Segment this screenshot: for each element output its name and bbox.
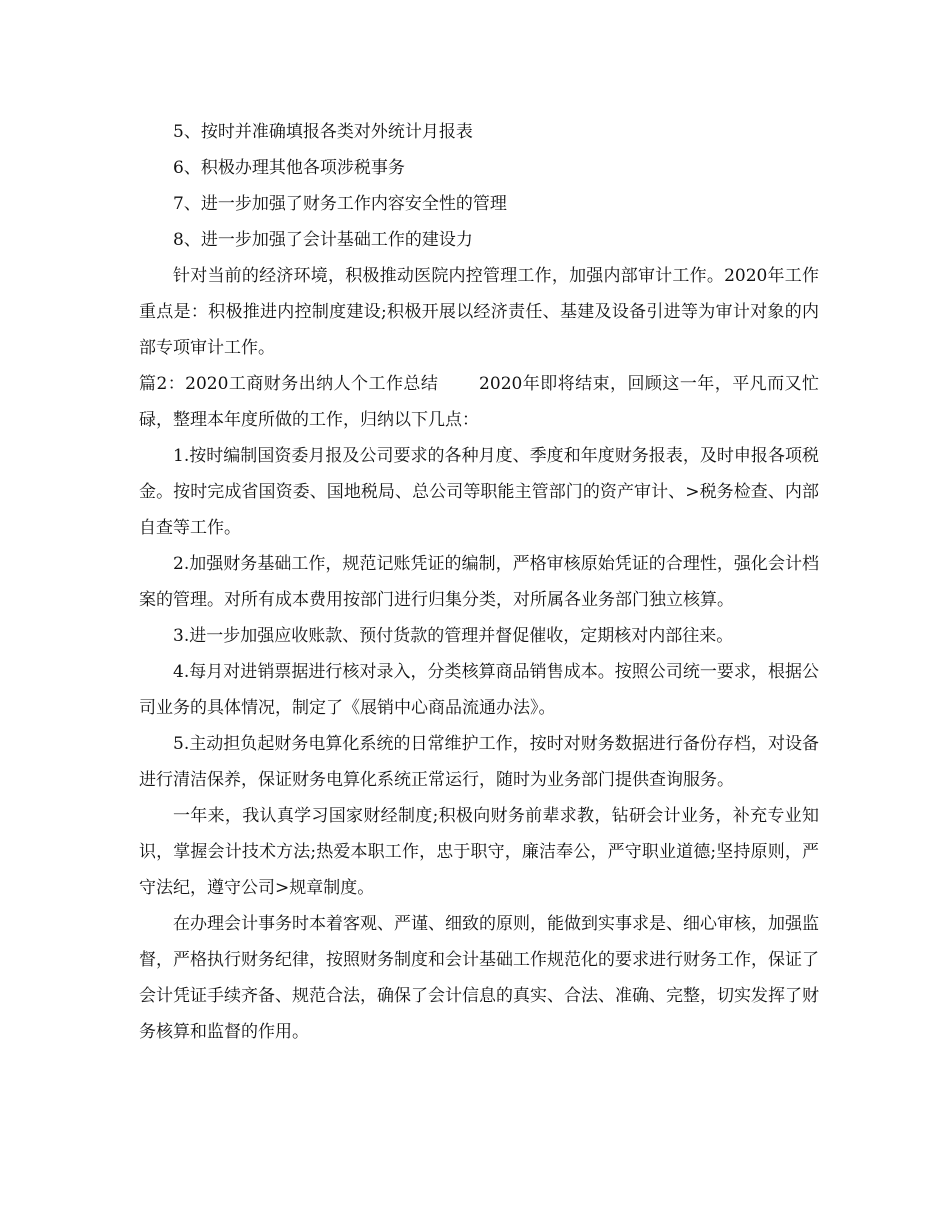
paragraph-point-5: 5.主动担负起财务电算化系统的日常维护工作，按时对财务数据进行备份存档，对设备进行清洁保养，保证财务电算化系统正常运行，随时为业务部门提供查询服务。	[139, 734, 819, 790]
paragraph-accounting-principles: 在办理会计事务时本着客观、严谨、细致的原则，能做到实事求是、细心审核，加强监督，严格执行财务纪律，按照财务制度和会计基础工作规范化的要求进行财务工作，保证了会计凭证手续齐备、规范合法，确保了会计信息的真实、合法、准确、完整，切实发挥了财务核算和监督的作用。	[139, 914, 819, 1042]
paragraph-item-7: 7、进一步加强了财务工作内容安全性的管理	[173, 194, 507, 214]
section-heading-part-2: 篇2：2020工商财务出纳人个工作总结 2020年即将结束，回顾这一年，平凡而又忙碌，整理本年度所做的工作，归纳以下几点：	[139, 374, 819, 430]
paragraph-year-review: 一年来，我认真学习国家财经制度;积极向财务前辈求教，钻研会计业务，补充专业知识，掌握会计技术方法;热爱本职工作，忠于职守，廉洁奉公，严守职业道德;坚持原则，严守法纪，遵守公司>规章制度。	[139, 806, 819, 898]
paragraph-item-6: 6、积极办理其他各项涉税事务	[173, 158, 405, 178]
paragraph-point-4: 4.每月对进销票据进行核对录入，分类核算商品销售成本。按照公司统一要求，根据公司业务的具体情况，制定了《展销中心商品流通办法》。	[139, 662, 819, 718]
paragraph-audit-focus: 针对当前的经济环境，积极推动医院内控管理工作，加强内部审计工作。2020年工作重点是：积极推进内控制度建设;积极开展以经济责任、基建及设备引进等为审计对象的内部专项审计工作。	[139, 266, 819, 358]
paragraph-point-1: 1.按时编制国资委月报及公司要求的各种月度、季度和年度财务报表，及时申报各项税金。按时完成省国资委、国地税局、总公司等职能主管部门的资产审计、>税务检查、内部自查等工作。	[139, 446, 819, 538]
paragraph-point-2: 2.加强财务基础工作，规范记账凭证的编制，严格审核原始凭证的合理性，强化会计档案的管理。对所有成本费用按部门进行归集分类，对所属各业务部门独立核算。	[139, 554, 819, 610]
paragraph-item-8: 8、进一步加强了会计基础工作的建设力	[173, 230, 473, 250]
document-body	[139, 114, 819, 1050]
paragraph-point-3: 3.进一步加强应收账款、预付货款的管理并督促催收，定期核对内部往来。	[173, 626, 734, 646]
paragraph-item-5: 5、按时并准确填报各类对外统计月报表	[173, 122, 473, 142]
